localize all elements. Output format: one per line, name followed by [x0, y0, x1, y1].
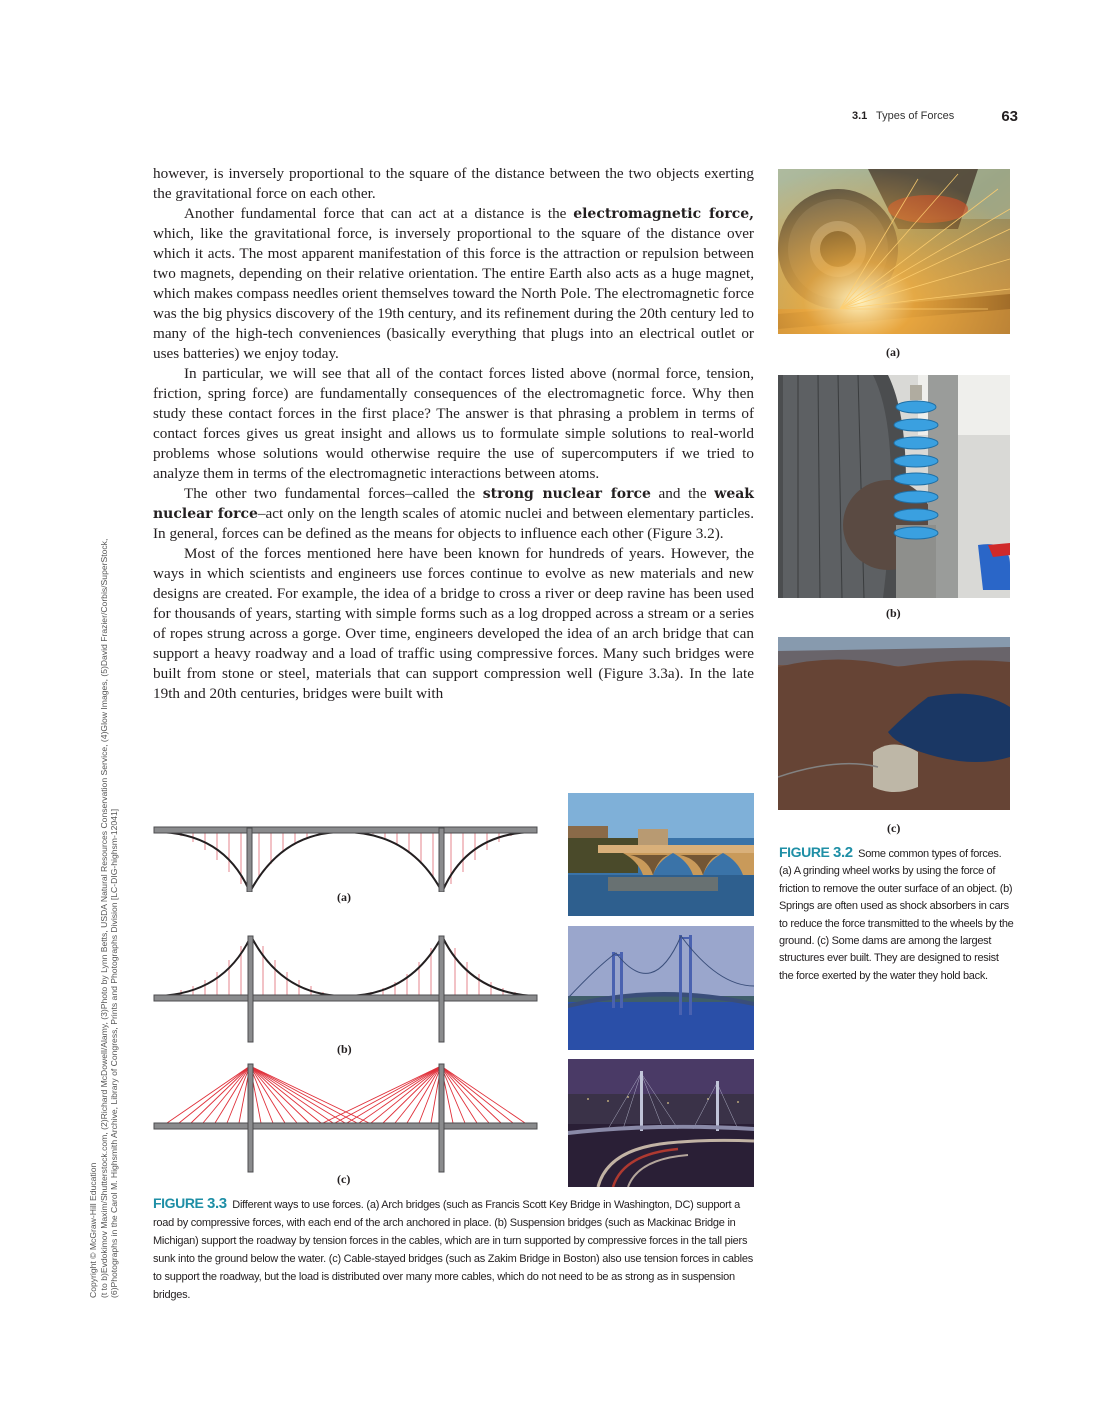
figure-label-number: 3.2: [833, 844, 853, 861]
key-term-weak-nuclear-force: weak nuclear force: [153, 486, 754, 522]
paragraph-1: however, is inversely proportional to the square of the distance between the two objects exerting the gravitational force on each other.: [153, 165, 754, 202]
figure-label-number: 3.3: [207, 1195, 227, 1212]
text-run: The other two fundamental forces–called the: [184, 485, 483, 502]
diagram-cable-stayed-bridge: [153, 1062, 538, 1174]
paragraph-4: [153, 484, 754, 544]
text-run: Another fundamental force that can act at a distance is the: [184, 205, 574, 222]
figure-3-3-caption: [153, 1194, 758, 1304]
paragraph-3: In particular, we will see that all of the contact forces listed above (normal force, tension, friction, spring force) are fundamentally consequences of the electromagnetic force. Why then study these contact forces in the first place? The answer is that phrasing a problem in terms of contact forces gives us great insight and allows us to formulate simple solutions to real-world problems whose solutions would otherwise require the use of supercomputers if we tried to analyze them in terms of the electromagnetic interactions between atoms.: [153, 365, 754, 482]
figure-3-2-sublabel-b: (b): [886, 606, 901, 620]
figure-label-word: FIGURE: [779, 844, 830, 860]
photo-arch-bridge: [568, 793, 754, 916]
key-term-strong-nuclear-force: strong nuclear force: [482, 486, 651, 502]
photo-cable-stayed-bridge: [568, 1059, 754, 1187]
figure-3-2-sublabel-a: (a): [886, 345, 900, 359]
diagram-arch-bridge: [153, 812, 538, 892]
figure-3-3-sublabel-b: (b): [337, 1042, 352, 1056]
photo-grinding-wheel: [778, 169, 1010, 334]
text-run: –act only on the length scales of atomic nuclei and between elementary particles. In general, forces can be defined as the means for objects to influence each other (Figure 3.2).: [153, 505, 755, 542]
photo-suspension-bridge: [568, 926, 754, 1050]
figure-3-2-caption-text: Some common types of forces. (a) A grinding wheel works by using the force of friction to remove the outer surface of an object. (b) Springs are often used as shock absorbers in cars to reduce the force transmitted to the wheels by the ground. (c) Some dams are among the largest structures ever built. They are designed to resist the force exerted by the water they hold back.: [779, 848, 1014, 982]
section-number: 3.1: [852, 110, 868, 122]
figure-3-2-label: [779, 844, 853, 860]
photo-dam: [778, 637, 1010, 810]
paragraph-2: [153, 204, 754, 364]
figure-3-3-sublabel-a: (a): [337, 890, 351, 904]
page-number: 63: [1001, 108, 1018, 125]
credit-line-3: (6)Photographs in the Carol M. Highsmith Archive, Library of Congress, Prints and Photographs Division [LC-DIG-highsm-12041]: [109, 808, 120, 1298]
figure-3-2-sublabel-c: (c): [887, 821, 901, 835]
running-header: [820, 108, 1018, 126]
paragraph-5: Most of the forces mentioned here have been known for hundreds of years. However, the ways in which scientists and engineers use forces continue to evolve as new materials and new designs are created. For example, the idea of a bridge to cross a river or deep ravine has been used for thousands of years, starting with simple forms such as a log dropped across a stream or a series of ropes strung across a gorge. Over time, engineers developed the idea of an arch bridge that can support a heavy roadway and a load of traffic using compressive forces. Many such bridges were built from stone or steel, materials that can support compression well (Figure 3.3a). In the late 19th and 20th centuries, bridges were built with: [153, 545, 754, 702]
diagram-suspension-bridge: [153, 932, 538, 1044]
credit-line-2: (t to b)Evdokimov Maxim/Shutterstock.com, (2)Richard McDowell/Alamy, (3)Photo by Lynn Betts, USDA Natural Resources Conservation Service, (4)Glow Images, (5)David Frazier/Corbis/SuperStock,: [98, 538, 109, 1298]
key-term-electromagnetic-force: electromagnetic force,: [573, 206, 754, 222]
photo-shock-absorber: [778, 375, 1010, 598]
photo-credits: [88, 418, 120, 1298]
section-title: Types of Forces: [876, 110, 955, 122]
figure-3-3-caption-text: Different ways to use forces. (a) Arch bridges (such as Francis Scott Key Bridge in Washington, DC) support a road by compressive forces, with each end of the arch anchored in place. (b) Suspension bridges (such as Mackinac Bridge in Michigan) support the roadway by tension forces in the cables, which are in turn supported by compressive forces in the tall piers sunk into the ground below the water. (c) Cable-stayed bridges (such as Zakim Bridge in Boston) also use tension forces in cables to support the roadway, but the load is distributed over many more cables, which do not need to be as strong as in suspension bridges.: [153, 1199, 753, 1301]
figure-3-3-label: [153, 1195, 227, 1211]
figure-3-3-sublabel-c: (c): [337, 1172, 351, 1186]
figure-label-word: FIGURE: [153, 1195, 204, 1211]
figure-3-2-caption: [779, 844, 1015, 985]
body-text: [153, 164, 754, 704]
text-run: and the: [650, 485, 715, 502]
copyright-line: Copyright © McGraw-Hill Education: [88, 1162, 98, 1298]
text-run: which, like the gravitational force, is inversely proportional to the square of the distance over which it acts. The most apparent manifestation of this force is the attraction or repulsion between two magnets, depending on their relative orientation. The entire Earth also acts as a huge magnet, which makes compass needles orient themselves toward the North Pole. The electromagnetic force was the big physics discovery of the 19th century, and its refinement during the 20th century led to many of the high-tech conveniences (basically everything that plugs into an electrical outlet or uses batteries) we enjoy today.: [153, 225, 754, 362]
